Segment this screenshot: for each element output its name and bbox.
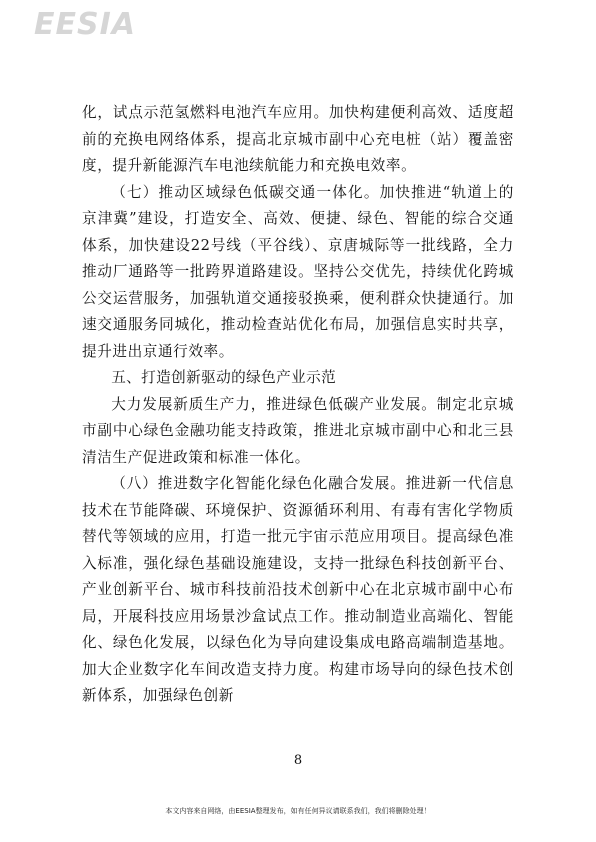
footer-disclaimer: 本文内容来自网络，由EESIA整理发布，如有任何异议请联系我们，我们将删除处理！ (165, 807, 431, 815)
document-body (82, 100, 514, 710)
section-heading-5: 五、打造创新驱动的绿色产业示范 (111, 369, 337, 386)
paragraph-continued: 化，试点示范氢燃料电池汽车应用。加快构建便利高效、适度超前的充换电网络体系，提高北京城市副中心充电桩（站）覆盖密度，提升新能源汽车电池续航能力和充换电效率。 (82, 104, 514, 174)
eesia-logo: EESIA (34, 7, 136, 42)
paragraph-section-7: （七）推动区域绿色低碳交通一体化。加快推进“轨道上的京津冀”建设，打造安全、高效、便捷、绿色、智能的综合交通体系，加快建设22号线（平谷线）、京唐城际等一批线路，全力推动厂通路等一批跨界道路建设。坚持公交优先，持续优化跨城公交运营服务，加强轨道交通接驳换乘，便利群众快捷通行。加速交通服务同城化，推动检查站优化布局，加强信息实时共享，提升进出京通行效率。 (82, 183, 514, 360)
paragraph-intro-5: 大力发展新质生产力，推进绿色低碳产业发展。制定北京城市副中心绿色金融功能支持政策，推进北京城市副中心和北三县清洁生产促进政策和标准一体化。 (82, 395, 514, 466)
page-number: 8 (293, 753, 303, 768)
paragraph-section-8: （八）推进数字化智能化绿色化融合发展。推进新一代信息技术在节能降碳、环境保护、资源循环利用、有毒有害化学物质替代等领域的应用，打造一批元宇宙示范应用项目。提高绿色准入标准，强化绿色基础设施建设，支持一批绿色科技创新平台、产业创新平台、城市科技前沿技术创新中心在北京城市副中心布局，开展科技应用场景沙盒试点工作。推动制造业高端化、智能化、绿色化发展，以绿色化为导向建设集成电路高端制造基地。加大企业数字化车间改造支持力度。构建市场导向的绿色技术创新体系，加强绿色创新 (82, 475, 514, 704)
